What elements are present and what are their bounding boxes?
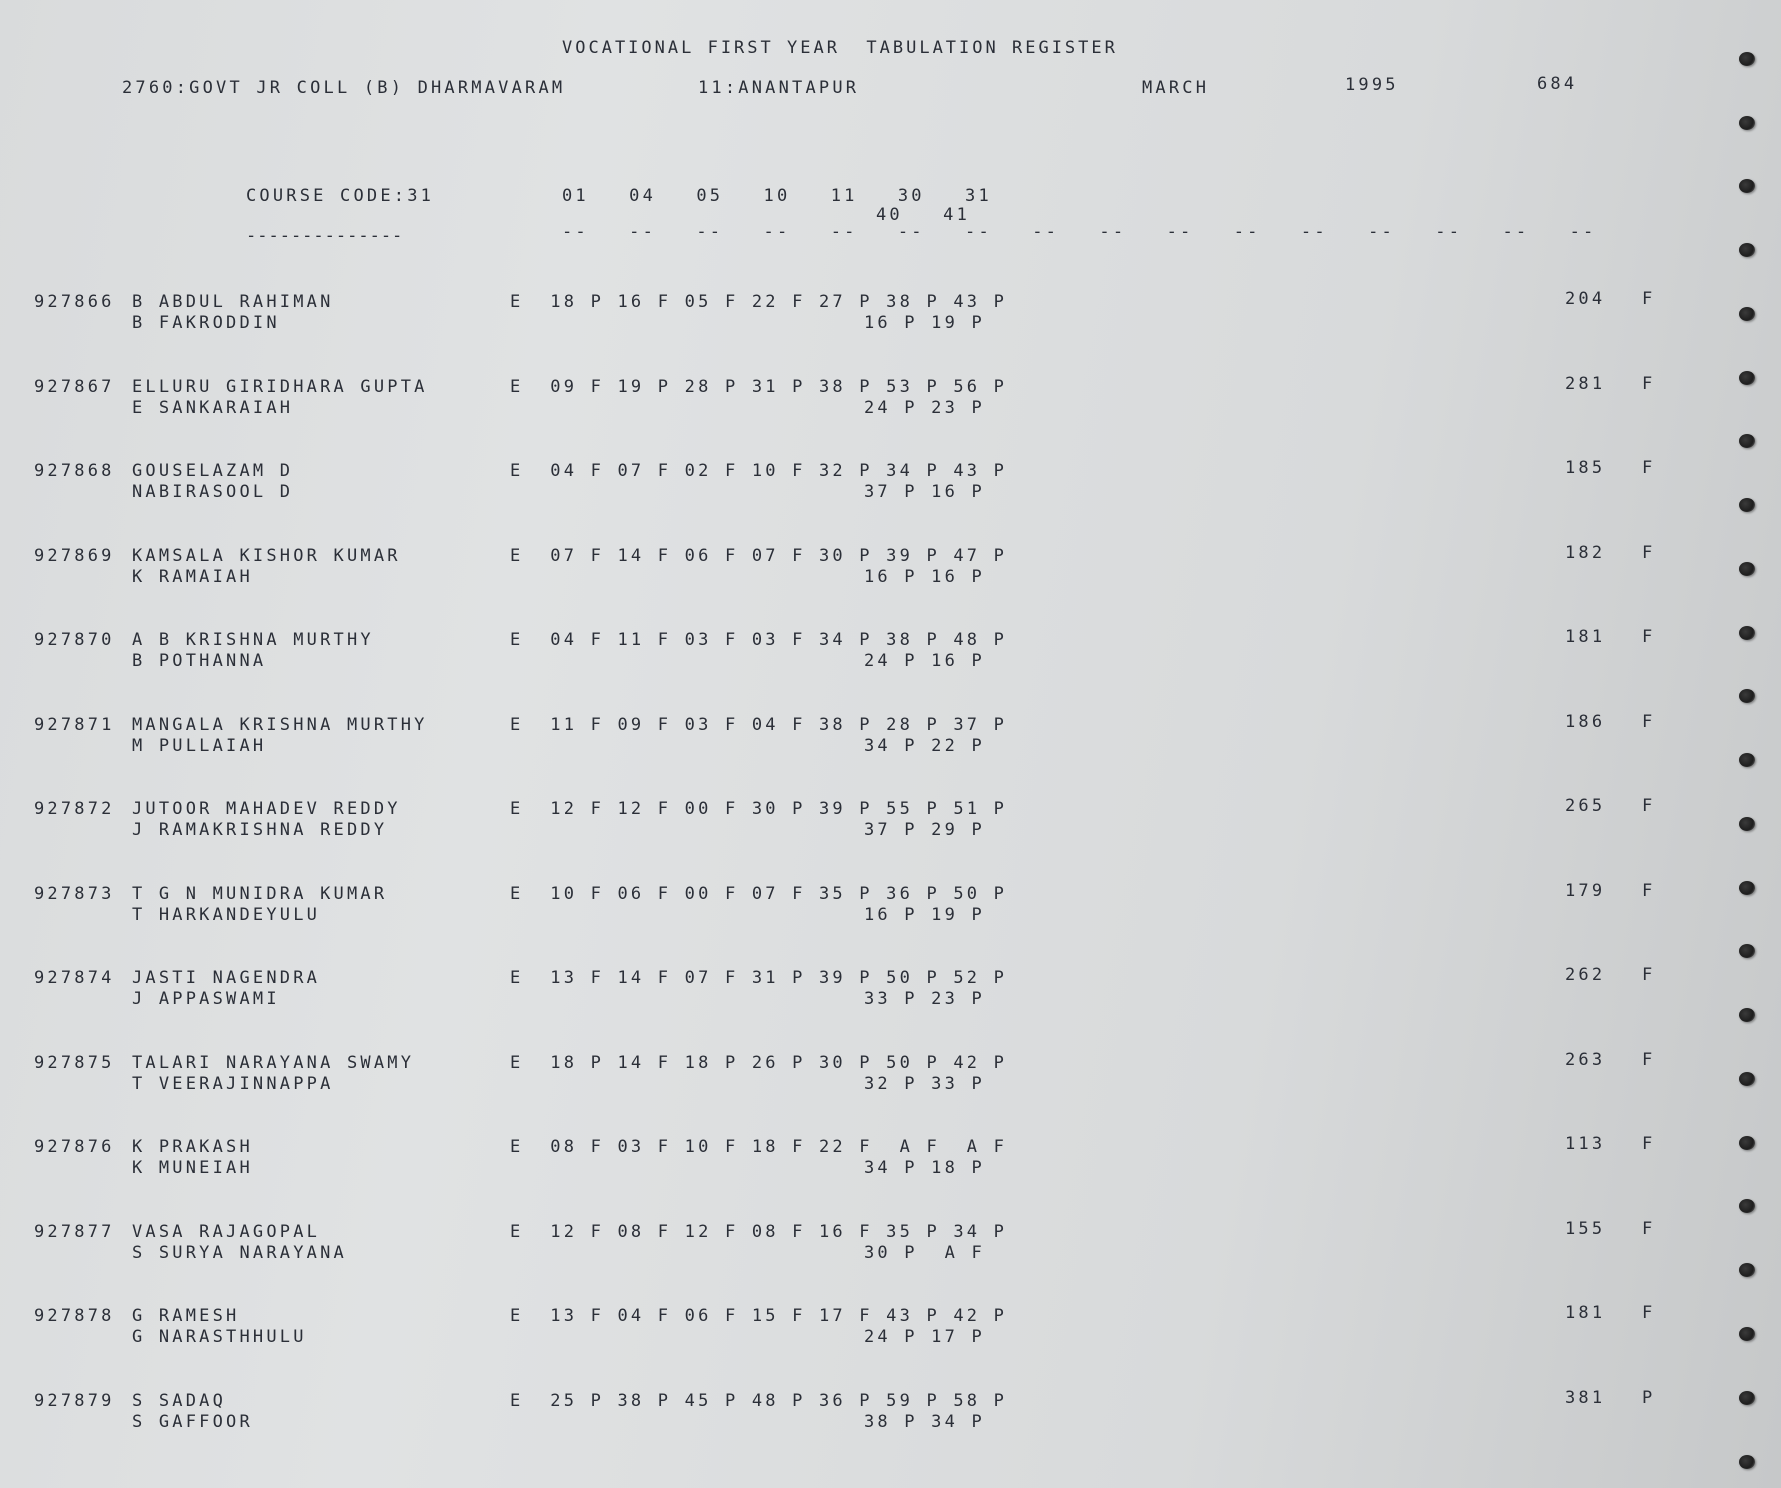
parent-name: J APPASWAMI	[132, 989, 280, 1009]
marks-line1: E 09 F 19 P 28 P 31 P 38 P 53 P 56 P	[510, 377, 1008, 397]
feed-hole	[1739, 1263, 1755, 1277]
student-name: TALARI NARAYANA SWAMY	[132, 1053, 415, 1073]
parent-name: G NARASTHHULU	[132, 1327, 307, 1347]
feed-hole	[1739, 243, 1755, 257]
roll-number: 927875	[34, 1053, 115, 1073]
total-marks: 182	[1565, 543, 1606, 563]
student-row	[0, 1303, 1781, 1366]
feed-hole	[1739, 179, 1755, 193]
roll-number: 927866	[34, 292, 115, 312]
column-dashes: -- -- -- -- -- -- -- -- -- -- -- -- -- -- -- --	[562, 222, 1597, 242]
total-marks: 179	[1565, 881, 1606, 901]
marks-line2: 24 P 23 P	[864, 398, 985, 418]
register-title: VOCATIONAL FIRST YEAR TABULATION REGISTER	[562, 38, 1118, 58]
student-name: JASTI NAGENDRA	[132, 968, 321, 988]
student-row	[0, 289, 1781, 352]
student-row	[0, 1050, 1781, 1113]
student-row	[0, 627, 1781, 690]
feed-hole	[1739, 626, 1755, 640]
total-marks: 113	[1565, 1134, 1606, 1154]
feed-hole	[1739, 1391, 1755, 1405]
subject-codes-line2: 40 41	[876, 205, 971, 225]
parent-name: B POTHANNA	[132, 651, 267, 671]
total-marks: 265	[1565, 796, 1606, 816]
roll-number: 927879	[34, 1391, 115, 1411]
result-code: F	[1642, 1050, 1656, 1070]
course-code-label: COURSE CODE:31	[246, 186, 435, 206]
roll-number: 927871	[34, 715, 115, 735]
student-name: MANGALA KRISHNA MURTHY	[132, 715, 428, 735]
student-name: T G N MUNIDRA KUMAR	[132, 884, 388, 904]
student-row	[0, 1388, 1781, 1451]
roll-number: 927874	[34, 968, 115, 988]
result-code: F	[1642, 965, 1656, 985]
result-code: P	[1642, 1388, 1656, 1408]
result-code: F	[1642, 796, 1656, 816]
roll-number: 927877	[34, 1222, 115, 1242]
student-row	[0, 374, 1781, 437]
total-marks: 263	[1565, 1050, 1606, 1070]
feed-hole	[1739, 562, 1755, 576]
parent-name: T VEERAJINNAPPA	[132, 1074, 334, 1094]
student-name: A B KRISHNA MURTHY	[132, 630, 374, 650]
total-marks: 381	[1565, 1388, 1606, 1408]
feed-hole	[1739, 371, 1755, 385]
student-name: GOUSELAZAM D	[132, 461, 294, 481]
feed-hole	[1739, 1327, 1755, 1341]
page-number: 684	[1537, 74, 1578, 94]
parent-name: M PULLAIAH	[132, 736, 267, 756]
parent-name: E SANKARAIAH	[132, 398, 294, 418]
parent-name: K MUNEIAH	[132, 1158, 253, 1178]
marks-line2: 16 P 16 P	[864, 567, 985, 587]
student-name: VASA RAJAGOPAL	[132, 1222, 321, 1242]
student-name: K PRAKASH	[132, 1137, 253, 1157]
result-code: F	[1642, 1303, 1656, 1323]
feed-hole	[1739, 434, 1755, 448]
marks-line2: 34 P 18 P	[864, 1158, 985, 1178]
feed-hole	[1739, 1072, 1755, 1086]
roll-number: 927876	[34, 1137, 115, 1157]
student-row	[0, 1219, 1781, 1282]
marks-line1: E 25 P 38 P 45 P 48 P 36 P 59 P 58 P	[510, 1391, 1008, 1411]
feed-hole	[1739, 881, 1755, 895]
student-row	[0, 712, 1781, 775]
result-code: F	[1642, 1219, 1656, 1239]
parent-name: S SURYA NARAYANA	[132, 1243, 347, 1263]
marks-line1: E 08 F 03 F 10 F 18 F 22 F A F A F	[510, 1137, 1008, 1157]
student-name: KAMSALA KISHOR KUMAR	[132, 546, 401, 566]
result-code: F	[1642, 543, 1656, 563]
feed-hole	[1739, 753, 1755, 767]
total-marks: 186	[1565, 712, 1606, 732]
parent-name: NABIRASOOL D	[132, 482, 294, 502]
marks-line2: 37 P 29 P	[864, 820, 985, 840]
student-name: JUTOOR MAHADEV REDDY	[132, 799, 401, 819]
marks-line2: 37 P 16 P	[864, 482, 985, 502]
exam-month: MARCH	[1142, 78, 1210, 98]
student-row	[0, 1134, 1781, 1197]
marks-line2: 32 P 33 P	[864, 1074, 985, 1094]
student-row	[0, 543, 1781, 606]
feed-hole	[1739, 817, 1755, 831]
total-marks: 155	[1565, 1219, 1606, 1239]
student-name: ELLURU GIRIDHARA GUPTA	[132, 377, 428, 397]
result-code: F	[1642, 374, 1656, 394]
marks-line1: E 13 F 04 F 06 F 15 F 17 F 43 P 42 P	[510, 1306, 1008, 1326]
college-name: 2760:GOVT JR COLL (B) DHARMAVARAM	[122, 78, 566, 98]
student-row	[0, 965, 1781, 1028]
roll-number: 927867	[34, 377, 115, 397]
result-code: F	[1642, 289, 1656, 309]
student-row	[0, 458, 1781, 521]
marks-line2: 33 P 23 P	[864, 989, 985, 1009]
roll-number: 927873	[34, 884, 115, 904]
feed-hole	[1739, 944, 1755, 958]
marks-line2: 24 P 16 P	[864, 651, 985, 671]
parent-name: K RAMAIAH	[132, 567, 253, 587]
feed-hole	[1739, 689, 1755, 703]
marks-line1: E 18 P 14 F 18 P 26 P 30 P 50 P 42 P	[510, 1053, 1008, 1073]
total-marks: 185	[1565, 458, 1606, 478]
feed-hole	[1739, 52, 1755, 66]
marks-line1: E 18 P 16 F 05 F 22 F 27 P 38 P 43 P	[510, 292, 1008, 312]
result-code: F	[1642, 712, 1656, 732]
parent-name: S GAFFOOR	[132, 1412, 253, 1432]
parent-name: T HARKANDEYULU	[132, 905, 321, 925]
marks-line1: E 11 F 09 F 03 F 04 F 38 P 28 P 37 P	[510, 715, 1008, 735]
result-code: F	[1642, 881, 1656, 901]
marks-line1: E 13 F 14 F 07 F 31 P 39 P 50 P 52 P	[510, 968, 1008, 988]
total-marks: 181	[1565, 627, 1606, 647]
marks-line2: 16 P 19 P	[864, 313, 985, 333]
marks-line1: E 10 F 06 F 00 F 07 F 35 P 36 P 50 P	[510, 884, 1008, 904]
total-marks: 181	[1565, 1303, 1606, 1323]
roll-number: 927868	[34, 461, 115, 481]
student-row	[0, 881, 1781, 944]
feed-hole	[1739, 1008, 1755, 1022]
roll-number: 927872	[34, 799, 115, 819]
total-marks: 204	[1565, 289, 1606, 309]
student-name: S SADAQ	[132, 1391, 227, 1411]
result-code: F	[1642, 627, 1656, 647]
result-code: F	[1642, 1134, 1656, 1154]
feed-hole	[1739, 498, 1755, 512]
marks-line2: 34 P 22 P	[864, 736, 985, 756]
feed-hole	[1739, 1455, 1755, 1469]
parent-name: B FAKRODDIN	[132, 313, 280, 333]
parent-name: J RAMAKRISHNA REDDY	[132, 820, 388, 840]
marks-line2: 30 P A F	[864, 1243, 985, 1263]
feed-hole	[1739, 116, 1755, 130]
course-code-underline: --------------	[246, 226, 404, 246]
student-row	[0, 796, 1781, 859]
student-name: G RAMESH	[132, 1306, 240, 1326]
exam-year: 1995	[1345, 75, 1399, 95]
marks-line1: E 04 F 07 F 02 F 10 F 32 P 34 P 43 P	[510, 461, 1008, 481]
result-code: F	[1642, 458, 1656, 478]
roll-number: 927869	[34, 546, 115, 566]
marks-line2: 24 P 17 P	[864, 1327, 985, 1347]
marks-line2: 16 P 19 P	[864, 905, 985, 925]
tractor-feed-holes	[1733, 0, 1763, 1488]
total-marks: 262	[1565, 965, 1606, 985]
student-name: B ABDUL RAHIMAN	[132, 292, 334, 312]
roll-number: 927870	[34, 630, 115, 650]
subject-codes-line1: 01 04 05 10 11 30 31	[562, 186, 992, 206]
district-name: 11:ANANTAPUR	[698, 78, 860, 98]
marks-line1: E 12 F 12 F 00 F 30 P 39 P 55 P 51 P	[510, 799, 1008, 819]
marks-line1: E 07 F 14 F 06 F 07 F 30 P 39 P 47 P	[510, 546, 1008, 566]
roll-number: 927878	[34, 1306, 115, 1326]
marks-line1: E 04 F 11 F 03 F 03 F 34 P 38 P 48 P	[510, 630, 1008, 650]
feed-hole	[1739, 1199, 1755, 1213]
total-marks: 281	[1565, 374, 1606, 394]
feed-hole	[1739, 307, 1755, 321]
marks-line2: 38 P 34 P	[864, 1412, 985, 1432]
feed-hole	[1739, 1136, 1755, 1150]
marks-line1: E 12 F 08 F 12 F 08 F 16 F 35 P 34 P	[510, 1222, 1008, 1242]
